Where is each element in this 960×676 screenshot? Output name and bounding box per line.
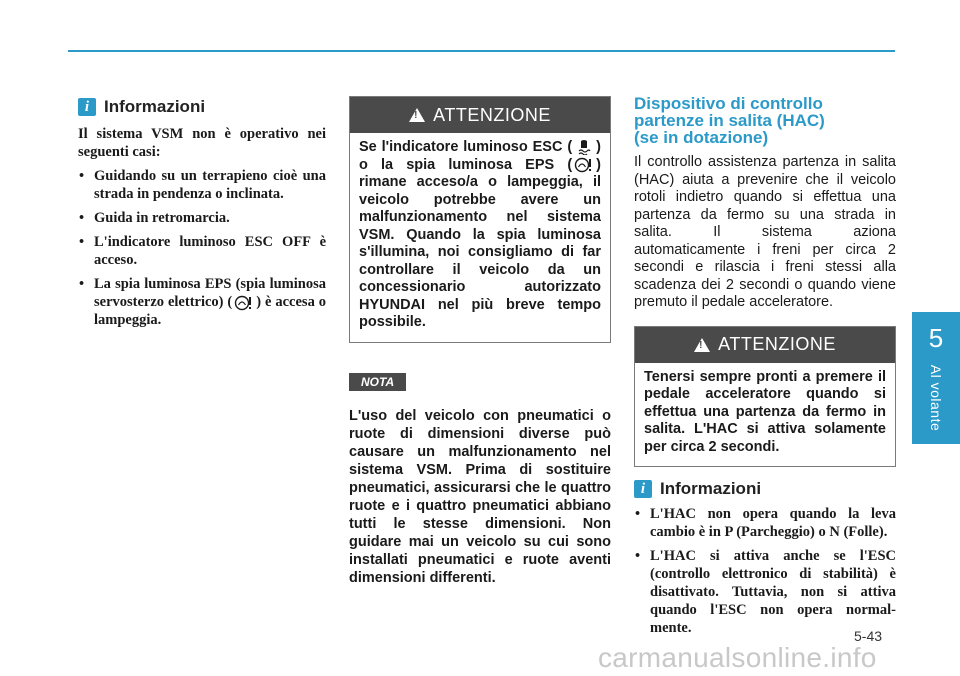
list-item: • L'indicatore luminoso ESC OFF è acceso.: [78, 233, 326, 269]
warning-text-part: Se l'indicatore luminoso ESC (: [359, 139, 573, 155]
chapter-title: Al volante: [928, 364, 944, 432]
warning-title: ATTENZIONE: [718, 334, 836, 354]
info-bullet-list: [634, 505, 896, 637]
info-title: Informazioni: [104, 97, 206, 116]
warning-header: [635, 327, 895, 363]
esc-lamp-icon: [574, 139, 594, 155]
warning-text-part: ) o la spia luminosa EPS (: [359, 139, 601, 173]
warning-title: ATTENZIONE: [433, 104, 551, 125]
nota-text: L'uso del veicolo con pneumatici o ruote di dimensioni diverse può causare un malfunzionamento nel sistema VSM. Prima di sostituire pneumatici, assicurarsi che le quattro ruote e i quattro pneumatici abbiano tutti le stesse dimensioni. Non guidare mai un veicolo su cui sono installati pneumatici e ruote aventi dimensioni differenti.: [349, 407, 611, 586]
info-icon: i: [78, 98, 96, 116]
list-item: • L'HAC non opera quando la leva cambio è in P (Parcheggio) o N (Folle).: [634, 505, 896, 541]
warning-text: [350, 133, 610, 342]
warning-text-part: ) rimane acceso/a o lampeggia, il veicolo potrebbe avere un malfunzionamento nel sistema VSM. Quando la spia luminosa s'illumina, noi consigliamo di far controllare il veicolo da un concessionario autorizzato HYUNDAI nel più breve tempo possibile.: [359, 156, 601, 330]
list-item: [78, 275, 326, 329]
eps-warning-lamp-icon: [234, 295, 254, 311]
section-title-line: partenze in salita (HAC): [634, 111, 825, 130]
eps-bullet-post: ) è accesa o lampeggia.: [94, 294, 326, 328]
column-left: [78, 0, 326, 329]
info-title: Informazioni: [660, 479, 762, 498]
nota-label: NOTA: [349, 373, 406, 391]
list-item: • Guidando su un terrapieno cioè una strada in pendenza o inclinata.: [78, 167, 326, 203]
eps-warning-lamp-icon: [574, 157, 594, 173]
warning-box-vsm: [349, 96, 611, 343]
info-icon: i: [634, 480, 652, 498]
info-heading: [78, 97, 326, 117]
warning-triangle-icon: [694, 338, 710, 352]
list-item: • L'HAC si attiva anche se l'ESC (controllo elettronico di stabilità) è disattivato. Tuttavia, non si attiva quando l'ESC non opera normal-mente.: [634, 547, 896, 637]
watermark: carmanualsonline.info: [598, 642, 877, 673]
section-title-line: Dispositivo di controllo: [634, 94, 823, 113]
eps-bullet-pre: La spia luminosa EPS (spia luminosa servosterzo elettrico) (: [94, 276, 326, 310]
chapter-number: 5: [928, 323, 944, 353]
section-title-line: (se in dotazione): [634, 128, 769, 147]
page-number: 5-43: [854, 628, 883, 644]
warning-triangle-icon: [409, 108, 425, 122]
hac-description: Il controllo assistenza partenza in salita (HAC) aiuta a prevenire che il veicolo rotoli indietro quando si effettua una partenza da fermo su una strada in salita. Il sistema aziona automaticamente i freni per circa 2 secondi e rilascia i freni stessi alla scadenza dei 2 secondi o quando viene premuto il pedale acceleratore.: [634, 154, 896, 310]
list-item: • Guida in retromarcia.: [78, 209, 326, 227]
info-bullet-list: [78, 167, 326, 329]
section-title-hac: [634, 95, 896, 146]
warning-header: [350, 97, 610, 133]
info-intro: Il sistema VSM non è operativo nei seguenti casi:: [78, 126, 326, 160]
warning-text: Tenersi sempre pronti a premere il pedale acceleratore quando si effettua una partenza da fermo in salita. L'HAC si attiva solamente per circa 2 secondi.: [644, 368, 886, 455]
column-right: [634, 0, 896, 637]
column-middle: [349, 0, 611, 587]
info-heading: [634, 479, 896, 499]
warning-box-hac: [634, 326, 896, 468]
